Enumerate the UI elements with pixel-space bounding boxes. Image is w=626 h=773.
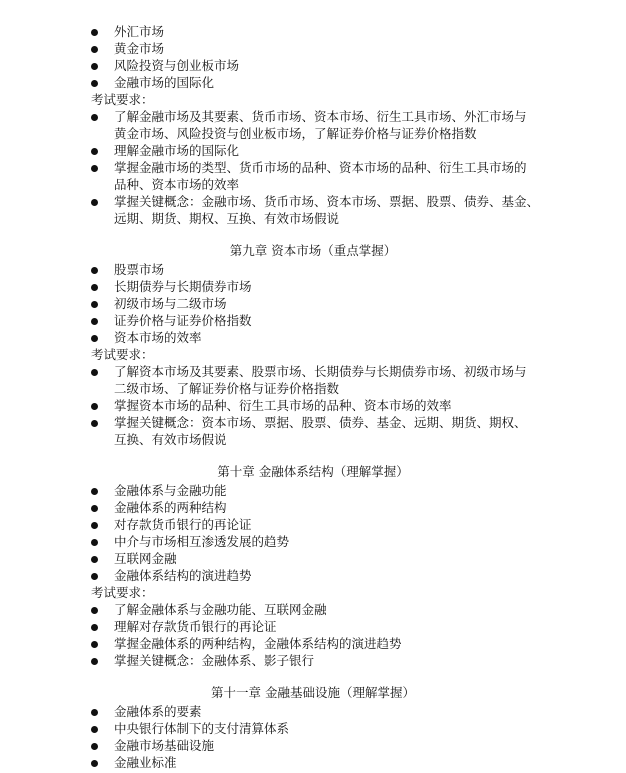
list-item: 金融体系的两种结构 xyxy=(114,500,227,515)
requirement-item-cont: 黄金市场、风险投资与创业板市场，了解证券价格与证券价格指数 xyxy=(114,126,477,141)
requirement-item: 了解金融体系与金融功能、互联网金融 xyxy=(114,602,327,617)
list-item: 金融体系与金融功能 xyxy=(114,483,227,498)
bullet-icon xyxy=(91,284,98,291)
list-item: 外汇市场 xyxy=(114,24,165,39)
chapter-heading: 第九章 资本市场（重点掌握） xyxy=(229,243,397,258)
list-item: 股票市场 xyxy=(114,262,165,277)
requirement-item: 掌握关键概念：金融市场、货币市场、资本市场、票据、股票、债券、基金、 xyxy=(114,194,540,209)
bullet-icon xyxy=(91,641,98,648)
bullet-icon xyxy=(91,539,98,546)
list-item: 金融体系的要素 xyxy=(114,704,202,719)
requirement-item: 掌握金融体系的两种结构，金融体系结构的演进趋势 xyxy=(114,636,402,651)
bullet-icon xyxy=(91,403,98,410)
list-item: 初级市场与二级市场 xyxy=(114,296,227,311)
chapter-heading: 第十章 金融体系结构（理解掌握） xyxy=(217,464,409,479)
requirement-item: 掌握关键概念：金融体系、影子银行 xyxy=(114,653,315,668)
bullet-icon xyxy=(91,29,98,36)
bullet-icon xyxy=(91,46,98,53)
bullet-icon xyxy=(91,505,98,512)
requirements-label: 考试要求： xyxy=(91,347,154,362)
bullet-icon xyxy=(91,318,98,325)
requirement-item: 了解资本市场及其要素、股票市场、长期债券与长期债券市场、初级市场与 xyxy=(114,364,527,379)
bullet-icon xyxy=(91,709,98,716)
list-item: 中央银行体制下的支付清算体系 xyxy=(114,721,290,736)
bullet-icon xyxy=(91,488,98,495)
list-item: 互联网金融 xyxy=(114,551,177,566)
bullet-icon xyxy=(91,658,98,665)
bullet-icon xyxy=(91,114,98,121)
requirement-item: 掌握关键概念：资本市场、票据、股票、债券、基金、远期、期货、期权、 xyxy=(114,415,527,430)
bullet-icon xyxy=(91,556,98,563)
bullet-icon xyxy=(91,63,98,70)
list-item: 证券价格与证券价格指数 xyxy=(114,313,252,328)
bullet-icon xyxy=(91,199,98,206)
requirement-item-cont: 互换、有效市场假说 xyxy=(114,432,227,447)
list-item: 金融市场基础设施 xyxy=(114,738,215,753)
requirements-label: 考试要求： xyxy=(91,585,154,600)
requirement-item: 掌握金融市场的类型、货币市场的品种、资本市场的品种、衍生工具市场的 xyxy=(114,160,527,175)
requirement-item-cont: 远期、期货、期权、互换、有效市场假说 xyxy=(114,211,340,226)
requirement-item: 掌握资本市场的品种、衍生工具市场的品种、资本市场的效率 xyxy=(114,398,452,413)
bullet-icon xyxy=(91,624,98,631)
list-item: 黄金市场 xyxy=(114,41,165,56)
bullet-icon xyxy=(91,267,98,274)
bullet-icon xyxy=(91,80,98,87)
list-item: 长期债券与长期债券市场 xyxy=(114,279,252,294)
bullet-icon xyxy=(91,148,98,155)
bullet-icon xyxy=(91,335,98,342)
list-item: 对存款货币银行的再论证 xyxy=(114,517,252,532)
requirement-item: 了解金融市场及其要素、货币市场、资本市场、衍生工具市场、外汇市场与 xyxy=(114,109,527,124)
chapter-heading: 第十一章 金融基础设施（理解掌握） xyxy=(211,685,415,700)
requirements-label: 考试要求： xyxy=(91,92,154,107)
requirement-item-cont: 二级市场、了解证券价格与证券价格指数 xyxy=(114,381,340,396)
bullet-icon xyxy=(91,420,98,427)
list-item: 资本市场的效率 xyxy=(114,330,202,345)
requirement-item-cont: 品种、资本市场的效率 xyxy=(114,177,240,192)
bullet-icon xyxy=(91,369,98,376)
list-item: 金融市场的国际化 xyxy=(114,75,215,90)
list-item: 中介与市场相互渗透发展的趋势 xyxy=(114,534,290,549)
bullet-icon xyxy=(91,522,98,529)
requirement-item: 理解金融市场的国际化 xyxy=(114,143,240,158)
bullet-icon xyxy=(91,760,98,767)
requirement-item: 理解对存款货币银行的再论证 xyxy=(114,619,277,634)
bullet-icon xyxy=(91,165,98,172)
bullet-icon xyxy=(91,726,98,733)
bullet-icon xyxy=(91,301,98,308)
list-item: 金融业标准 xyxy=(114,755,177,770)
list-item: 风险投资与创业板市场 xyxy=(114,58,240,73)
bullet-icon xyxy=(91,743,98,750)
bullet-icon xyxy=(91,573,98,580)
list-item: 金融体系结构的演进趋势 xyxy=(114,568,252,583)
bullet-icon xyxy=(91,607,98,614)
